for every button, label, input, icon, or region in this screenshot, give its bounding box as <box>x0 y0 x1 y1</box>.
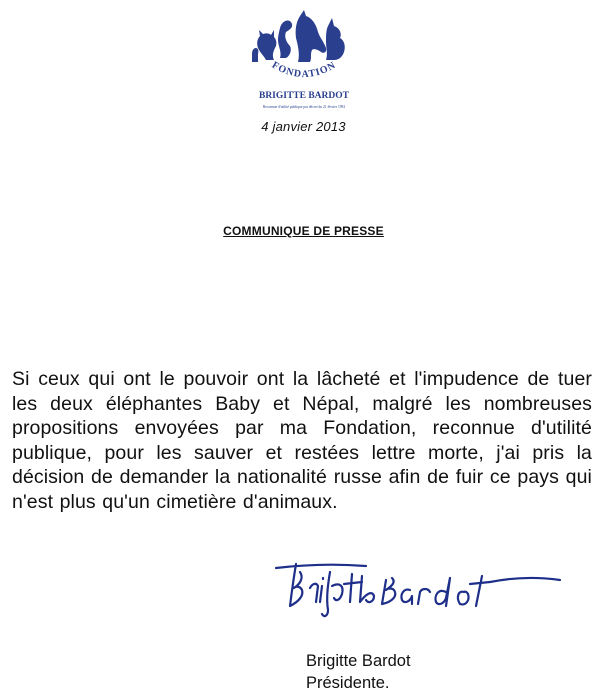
handwritten-signature <box>270 550 570 622</box>
signer-name: Brigitte Bardot <box>306 652 411 670</box>
signer-block <box>306 650 411 694</box>
logo-name: FONDATION <box>269 59 339 81</box>
logo-org: BRIGITTE BARDOT <box>258 91 350 101</box>
press-release-body: Si ceux qui ont le pouvoir ont la lâcheté et l'impudence de tuer les deux éléphantes Baby et Népal, malgré les nombreuses propositions envoyées par ma Fondation, reconnue d'utilité publique, pour les sauver et restées lettre morte, j'ai pris la décision de demander la nationalité russe afin de fuir ce pays qui n'est plus qu'un cimetière d'animaux. <box>12 368 592 513</box>
logo-tagline: Reconnue d'utilité publique par décret du 21 février 1992 <box>262 105 346 109</box>
press-release-heading: COMMUNIQUE DE PRESSE <box>223 224 384 238</box>
svg-text:FONDATION <box>270 60 338 80</box>
letter-date: 4 janvier 2013 <box>261 119 346 134</box>
foundation-logo <box>246 8 362 120</box>
animal-silhouettes-icon <box>252 10 345 62</box>
signer-title: Présidente. <box>306 674 390 692</box>
